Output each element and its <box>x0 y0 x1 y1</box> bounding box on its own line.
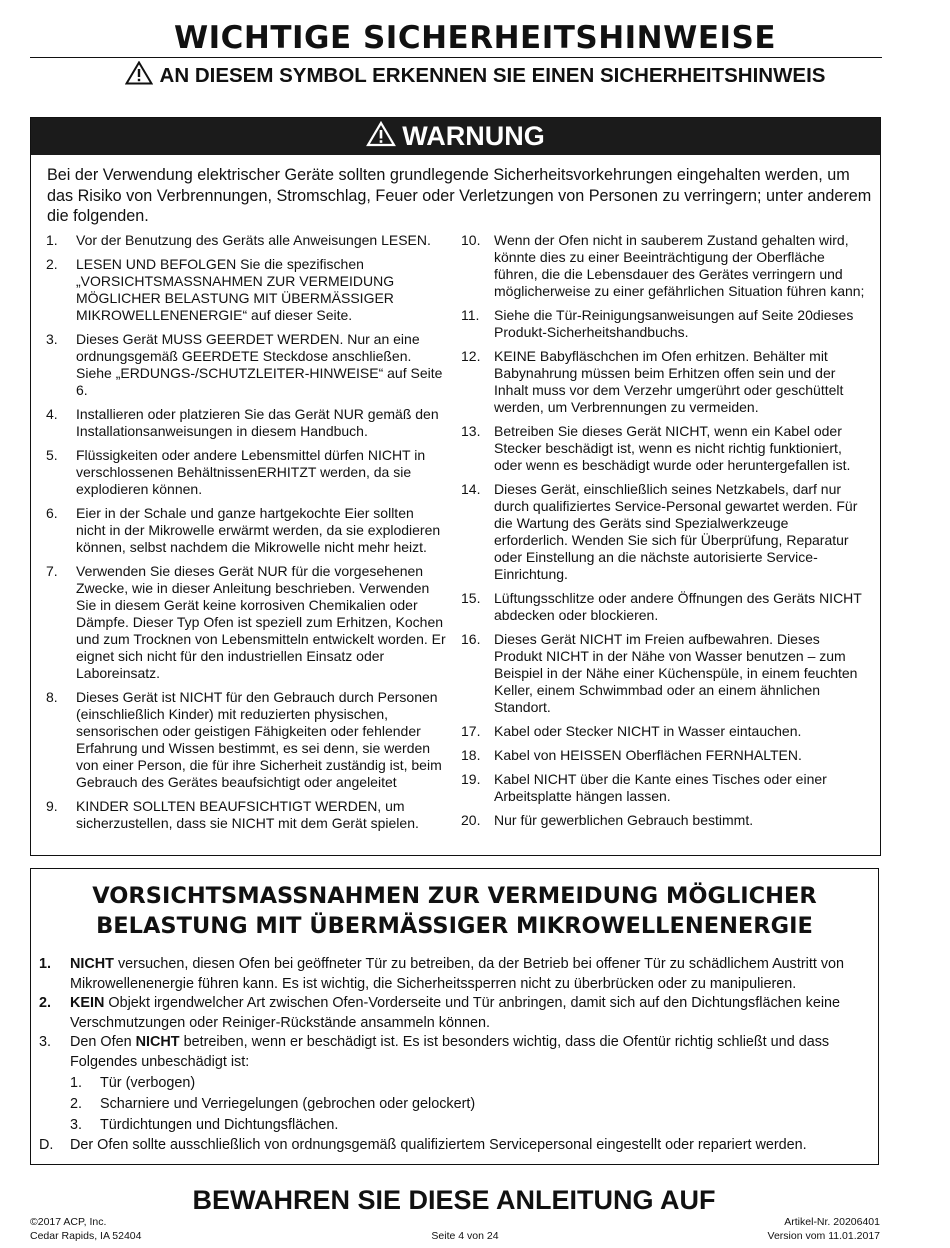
item-text: Nur für gewerblichen Gebrauch bestimmt. <box>494 812 754 828</box>
list-item <box>39 1033 869 1072</box>
copyright-text: ©2017 ACP, Inc. <box>30 1216 107 1228</box>
sub-list-item <box>39 1094 869 1115</box>
item-number: 3. <box>39 1034 52 1051</box>
item-number: 2. <box>46 256 58 272</box>
list-item <box>39 994 869 1033</box>
item-text: Eier in der Schale und ganze hartgekochte Eier sollten nicht in der Mikrowelle erwärmt werden, da sie explodieren können, selbst nachdem die Mikrowelle nicht mehr heizt. <box>76 505 441 555</box>
item-emphasis: NICHT <box>70 956 114 972</box>
item-number: 13. <box>461 423 481 439</box>
item-text: Flüssigkeiten oder andere Lebensmittel dürfen NICHT in verschlossenen BehältnissenERHITZT werden, da sie explodieren können. <box>76 447 426 497</box>
item-text: LESEN UND BEFOLGEN Sie die spezifischen „VORSICHTSMASSNAHMEN ZUR VERMEIDUNG MÖGLICHER BELASTUNG MIT ÜBERMÄSSIGER MIKROWELLENENERGIE“ auf dieser Seite. <box>76 256 395 323</box>
item-number: 18. <box>461 747 481 763</box>
item-number: 2. <box>39 995 52 1012</box>
warning-triangle-icon <box>366 120 396 157</box>
list-item <box>46 798 446 832</box>
sub-list-item <box>39 1115 869 1136</box>
item-text: Wenn der Ofen nicht in sauberem Zustand gehalten wird, könnte dies zu einer Beeinträchtigung der Oberfläche führen, die die Lebensdauer des Gerätes verringern und möglicherweise zu einer gefährlichen Situation führen kann; <box>494 232 865 299</box>
list-item <box>461 723 866 740</box>
list-item <box>461 631 866 716</box>
item-number: 7. <box>46 563 58 579</box>
warning-intro: Bei der Verwendung elektrischer Geräte sollten grundlegende Sicherheitsvorkehrungen eingehalten werden, um das Risiko von Verbrennungen, Stromschlag, Feuer oder Verletzungen von Personen zu verringern; unter anderem die folgenden. <box>47 166 872 226</box>
item-number: 19. <box>461 771 481 787</box>
list-item <box>461 771 866 805</box>
item-number: 12. <box>461 348 481 364</box>
item-text: Dieses Gerät, einschließlich seines Netzkabels, darf nur durch qualifiziertes Service-Personal gewartet werden. Für die Wartung des Geräts sind Spezialwerkzeuge erforderlich. Wenden Sie sich für Überprüfung, Reparatur oder Einstellung an die nächste autorisierte Service-Einrichtung. <box>494 481 858 582</box>
item-text: KINDER SOLLTEN BEAUFSICHTIGT WERDEN, um sicherzustellen, dass sie NICHT mit dem Gerät spielen. <box>76 798 419 831</box>
list-item <box>39 955 869 994</box>
item-number: 15. <box>461 590 481 606</box>
item-number: 9. <box>46 798 58 814</box>
item-text: Vor der Benutzung des Geräts alle Anweisungen LESEN. <box>76 232 431 248</box>
precautions-title-line: VORSICHTSMASSNAHMEN ZUR VERMEIDUNG MÖGLICHER <box>92 883 817 909</box>
precautions-title <box>31 881 878 941</box>
item-emphasis: KEIN <box>70 995 105 1012</box>
item-text: Lüftungsschlitze oder andere Öffnungen des Geräts NICHT abdecken oder blockieren. <box>494 590 862 623</box>
item-text: betreiben, wenn er beschädigt ist. Es ist besonders wichtig, dass die Ofentür richtig schließt und dass Folgendes unbeschädigt ist: <box>70 1034 830 1070</box>
list-item <box>461 590 866 624</box>
warning-header <box>31 118 880 155</box>
list-item <box>39 1136 869 1156</box>
item-number: 3. <box>46 331 58 347</box>
item-number: 8. <box>46 689 58 705</box>
list-item <box>46 505 446 556</box>
title-divider <box>30 57 882 58</box>
precautions-title-line: BELASTUNG MIT ÜBERMÄSSIGER MIKROWELLENENERGIE <box>96 913 813 939</box>
list-item <box>46 447 446 498</box>
list-item <box>46 331 446 399</box>
list-item <box>461 481 866 583</box>
item-text: Kabel von HEISSEN Oberflächen FERNHALTEN. <box>494 747 802 763</box>
item-number: 3. <box>70 1116 83 1133</box>
article-number: Artikel-Nr. 20206401 <box>784 1216 880 1228</box>
item-text: Dieses Gerät NICHT im Freien aufbewahren. Dieses Produkt NICHT in der Nähe von Wasser benutzen – zum Beispiel in der Nähe einer Küchenspüle, in einem feuchten Keller, einem Schwimmbad oder an einem ähnlichen Standort. <box>494 631 858 715</box>
item-text: Dieses Gerät ist NICHT für den Gebrauch durch Personen (einschließlich Kinder) mit reduzierten physischen, sensorischen oder geistigen Fähigkeiten oder fehlender Erfahrung und Wissen bestimmt, es sei denn, sie werden von einer Person, die für ihre Sicherheit zuständig ist, beim Gebrauch des Gerätes beaufsichtigt oder angeleitet <box>76 689 442 790</box>
warning-box <box>30 117 881 856</box>
item-text: Installieren oder platzieren Sie das Gerät NUR gemäß den Installationsanweisungen in diesem Handbuch. <box>76 406 439 439</box>
list-item <box>46 563 446 682</box>
item-number: 16. <box>461 631 481 647</box>
item-number: 10. <box>461 232 481 248</box>
list-item <box>461 232 866 300</box>
list-item <box>461 307 866 341</box>
item-text: Siehe die Tür-Reinigungsanweisungen auf Seite 20dieses Produkt-Sicherheitshandbuchs. <box>494 307 854 340</box>
item-number: 1. <box>46 232 58 248</box>
item-number: 6. <box>46 505 58 521</box>
list-item <box>461 812 866 829</box>
item-text: Objekt irgendwelcher Art zwischen Ofen-Vorderseite und Tür anbringen, damit sich auf den Dichtungsflächen keine Verschmutzungen oder Reiniger-Rückstände ansammeln können. <box>70 995 841 1031</box>
item-text: Betreiben Sie dieses Gerät NICHT, wenn ein Kabel oder Stecker beschädigt ist, wenn es nicht richtig funktioniert, oder wenn es beschädigt wurde oder heruntergefallen ist. <box>494 423 851 473</box>
precautions-box <box>30 868 879 1165</box>
warning-heading: WARNUNG <box>402 121 545 151</box>
page-subtitle <box>0 61 950 91</box>
address-text: Cedar Rapids, IA 52404 <box>30 1230 142 1242</box>
item-text: Dieses Gerät MUSS GEERDET WERDEN. Nur an eine ordnungsgemäß GEERDETE Steckdose anschließen. Siehe „ERDUNGS-/SCHUTZLEITER-HINWEISE“ auf Seite 6. <box>76 331 443 398</box>
list-item <box>46 232 446 249</box>
subtitle-text: AN DIESEM SYMBOL ERKENNEN SIE EINEN SICHERHEITSHINWEIS <box>159 64 826 87</box>
item-text-prefix: Den Ofen <box>70 1034 136 1051</box>
item-text: Der Ofen sollte ausschließlich von ordnungsgemäß qualifiziertem Servicepersonal eingestellt oder repariert werden. <box>70 1136 807 1153</box>
item-text: Tür (verbogen) <box>100 1074 196 1091</box>
item-number: 1. <box>70 1074 83 1091</box>
item-text: Türdichtungen und Dichtungsflächen. <box>100 1116 339 1133</box>
list-item <box>46 256 446 324</box>
item-text: Kabel oder Stecker NICHT in Wasser eintauchen. <box>494 723 802 739</box>
precautions-list <box>39 955 869 1155</box>
item-number: D. <box>39 1136 54 1153</box>
page-number: Seite 4 von 24 <box>431 1230 499 1242</box>
warning-triangle-icon <box>125 61 153 91</box>
list-item <box>46 689 446 791</box>
item-text: KEINE Babyfläschchen im Ofen erhitzen. Behälter mit Babynahrung müssen beim Erhitzen offen sein und der Inhalt muss vor dem Verzehr umgerührt oder geschüttelt werden, um Verbrennungen zu vermeiden. <box>494 348 844 415</box>
item-number: 17. <box>461 723 481 739</box>
item-text: Verwenden Sie dieses Gerät NUR für die vorgesehenen Zwecke, wie in dieser Anleitung beschrieben. Verwenden Sie in diesem Gerät keine korrosiven Chemikalien oder Dämpfe. Dieser Typ Ofen ist speziell zum Erhitzen, Kochen und zum Trocknen von Lebensmitteln entwickelt worden. Er eignet sich nicht für den industriellen Einsatz oder Laboreinsatz. <box>76 563 446 681</box>
item-text: Scharniere und Verriegelungen (gebrochen oder gelockert) <box>100 1095 476 1112</box>
item-number: 20. <box>461 812 481 828</box>
page-title: WICHTIGE SICHERHEITSHINWEISE <box>173 20 777 56</box>
sub-list-item <box>39 1073 869 1094</box>
item-number: 11. <box>461 307 480 323</box>
item-number: 2. <box>70 1095 83 1112</box>
warning-list-left <box>46 232 446 839</box>
item-text: Kabel NICHT über die Kante eines Tisches oder einer Arbeitsplatte hängen lassen. <box>494 771 827 804</box>
list-item <box>461 348 866 416</box>
item-number: 4. <box>46 406 58 422</box>
list-item <box>461 423 866 474</box>
footer-right <box>768 1215 880 1243</box>
item-number: 5. <box>46 447 58 463</box>
item-number: 1. <box>39 956 52 972</box>
warning-list-right <box>461 232 866 836</box>
item-text: versuchen, diesen Ofen bei geöffneter Tür zu betreiben, da der Betrieb bei offener Tür zu schädlichem Austritt von Mikrowellenenergie führen kann. Es ist wichtig, die Sicherheitssperren nicht zu überbrücken oder zu manipulieren. <box>70 956 845 992</box>
version-text: Version vom 11.01.2017 <box>767 1230 880 1242</box>
list-item <box>461 747 866 764</box>
save-instructions-heading: BEWAHREN SIE DIESE ANLEITUNG AUF <box>192 1185 716 1215</box>
item-emphasis: NICHT <box>135 1034 180 1051</box>
list-item <box>46 406 446 440</box>
item-number: 14. <box>461 481 481 497</box>
